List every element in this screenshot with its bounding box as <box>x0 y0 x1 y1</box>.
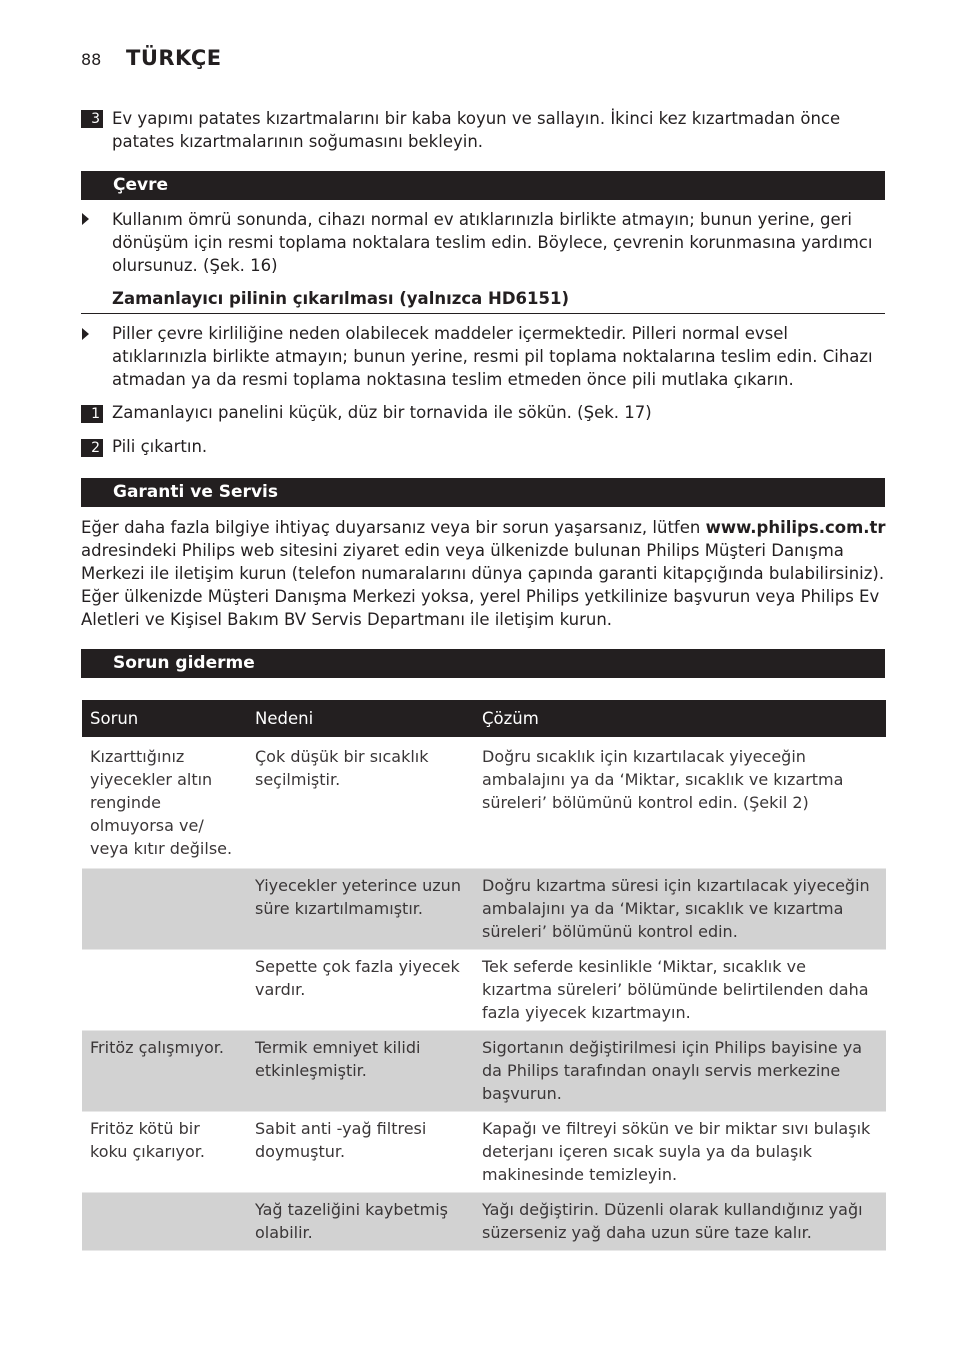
table-row <box>82 737 886 869</box>
language-heading: TÜRKÇE <box>126 46 222 70</box>
step-text: Ev yapımı patates kızartmalarını bir kaba koyun ve sallayın. İkinci kez kızartmadan önce patates kızartmalarının soğumasını bekleyin. <box>112 109 841 151</box>
cause-cell: Termik emniyet kilidi etkinleşmiştir. <box>247 1031 474 1112</box>
troubleshooting-table <box>82 700 886 1251</box>
table-row <box>82 1193 886 1251</box>
problem-cell: Fritöz kötü bir koku çıkarıyor. <box>82 1112 247 1193</box>
table-row <box>82 869 886 950</box>
philips-website-link[interactable]: www.philips.com.tr <box>705 518 886 537</box>
solution-cell: Tek seferde kesinlikle ‘Miktar, sıcaklık ve kızartma süreleri’ bölümünde belirtilenden daha fazla yiyecek kızartmayın. <box>474 950 886 1031</box>
section-heading-troubleshooting: Sorun giderme <box>81 649 885 678</box>
problem-cell: Kızarttığınız yiyecekler altın renginde olmuyorsa ve/ veya kıtır değilse. <box>82 737 247 869</box>
cause-cell: Yiyecekler yeterince uzun süre kızartılmamıştır. <box>247 869 474 950</box>
step-number: 1 <box>81 405 103 423</box>
column-header-cause: Nedeni <box>247 700 474 737</box>
guarantee-text-after: adresindeki Philips web sitesini ziyaret edin veya ülkenizde bulunan Philips Müşteri Danışma Merkezi ile iletişim kurun (telefon numaralarını dünya çapında garanti kitapçığında bulabilirsiniz). Eğer ülkenizde Müşteri Danışma Merkezi yoksa, yerel Philips yetkilinize başvurun veya Philips Ev Aletleri ve Kişisel Bakım BV Servis Departmanı ile iletişim kurun. <box>81 541 885 629</box>
solution-cell: Doğru kızartma süresi için kızartılacak yiyeceğin ambalajını ya da ‘Miktar, sıcaklık ve kızartma süreleri’ bölümünü kontrol edin. <box>474 869 886 950</box>
table-row <box>82 1031 886 1112</box>
subheading-battery: Zamanlayıcı pilinin çıkarılması (yalnızca HD6151) <box>112 289 569 308</box>
step-text: Pili çıkartın. <box>112 437 208 456</box>
guarantee-text-before: Eğer daha fazla bilgiye ihtiyaç duyarsanız veya bir sorun yaşarsanız, lütfen <box>81 518 706 537</box>
step-number: 3 <box>81 110 103 128</box>
problem-cell <box>82 869 247 950</box>
solution-cell: Doğru sıcaklık için kızartılacak yiyeceğin ambalajını ya da ‘Miktar, sıcaklık ve kızartma süreleri’ bölümünü kontrol edin. (Şekil 2) <box>474 737 886 869</box>
solution-cell: Sigortanın değiştirilmesi için Philips bayisine ya da Philips tarafından onaylı servis merkezine başvurun. <box>474 1031 886 1112</box>
cause-cell: Yağ tazeliğini kaybetmiş olabilir. <box>247 1193 474 1251</box>
guarantee-text <box>81 516 887 631</box>
step-text: Zamanlayıcı panelini küçük, düz bir tornavida ile sökün. (Şek. 17) <box>112 403 652 422</box>
battery-text: Piller çevre kirliliğine neden olabilecek maddeler içermektedir. Pilleri normal evsel atıklarınızla birlikte atmayın; bunun yerine, resmi pil toplama noktalarına teslim edin. Cihazı atmadan ya da resmi toplama noktasına teslim etmeden önce pili mutlaka çıkarın. <box>112 324 873 389</box>
section-heading-environment: Çevre <box>81 171 885 200</box>
column-header-solution: Çözüm <box>474 700 886 737</box>
section-heading-guarantee: Garanti ve Servis <box>81 478 885 507</box>
page-number: 88 <box>81 50 102 69</box>
problem-cell <box>82 1193 247 1251</box>
bullet-icon <box>82 213 89 225</box>
bullet-icon <box>82 328 89 340</box>
table-row <box>82 950 886 1031</box>
cause-cell: Sepette çok fazla yiyecek vardır. <box>247 950 474 1031</box>
cause-cell: Çok düşük bir sıcaklık seçilmiştir. <box>247 737 474 869</box>
step-number: 2 <box>81 439 103 457</box>
divider <box>81 313 885 314</box>
column-header-problem: Sorun <box>82 700 247 737</box>
table-header-row <box>82 700 886 737</box>
environment-text: Kullanım ömrü sonunda, cihazı normal ev atıklarınızla birlikte atmayın; bunun yerine, geri dönüşüm için resmi toplama noktalara teslim edin. Böylece, çevrenin korunmasına yardımcı olursunuz. (Şek. 16) <box>112 210 873 275</box>
solution-cell: Kapağı ve filtreyi sökün ve bir miktar sıvı bulaşık deterjanı içeren sıcak suyla ya da bulaşık makinesinde temizleyin. <box>474 1112 886 1193</box>
problem-cell: Fritöz çalışmıyor. <box>82 1031 247 1112</box>
problem-cell <box>82 950 247 1031</box>
cause-cell: Sabit anti -yağ filtresi doymuştur. <box>247 1112 474 1193</box>
solution-cell: Yağı değiştirin. Düzenli olarak kullandığınız yağı süzerseniz yağ daha uzun süre taze kalır. <box>474 1193 886 1251</box>
table-row <box>82 1112 886 1193</box>
